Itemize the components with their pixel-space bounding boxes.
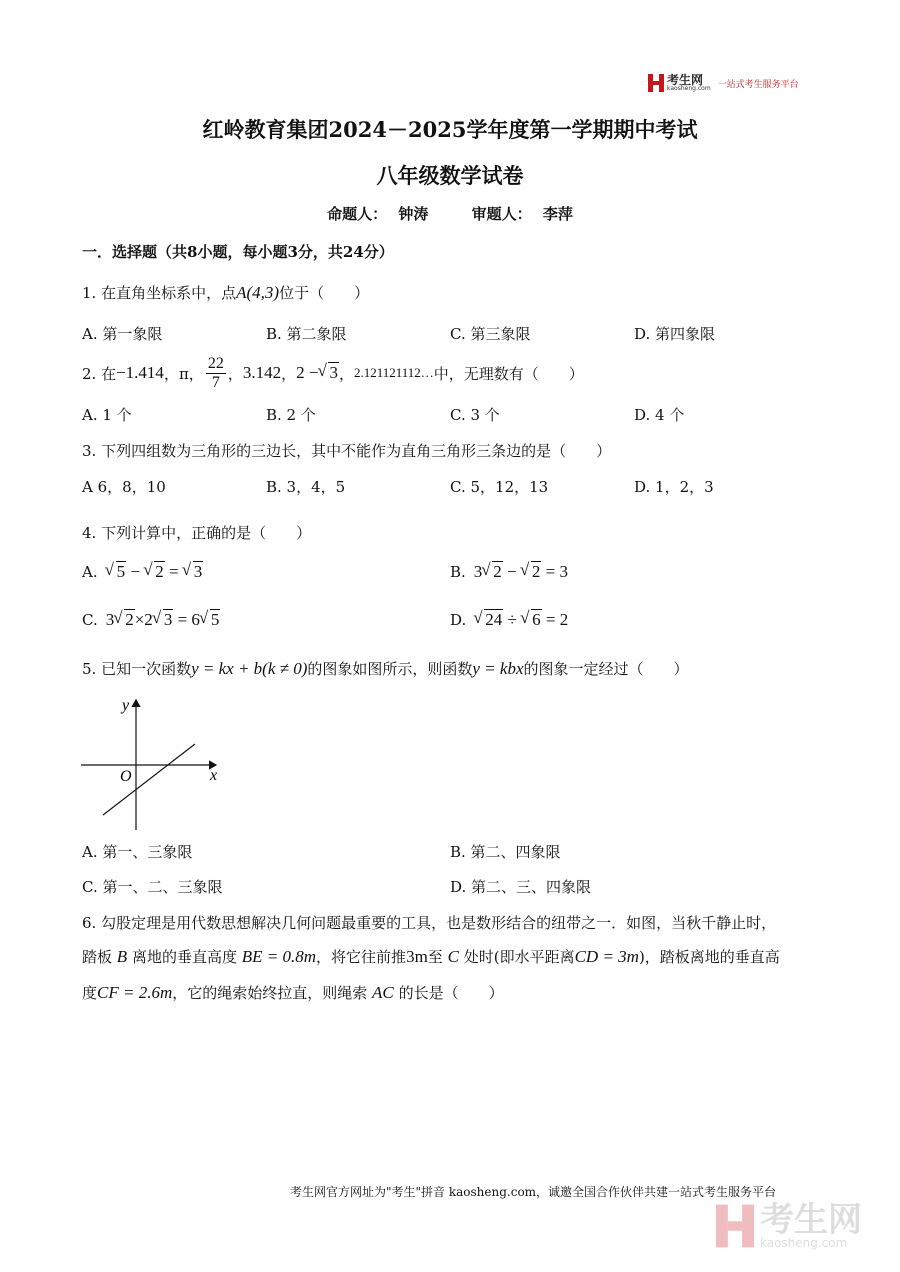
q6-l3d: AC [372, 983, 394, 1002]
q1-point: A(4,3) [236, 283, 280, 302]
question-6-line2 [82, 946, 780, 967]
q6-l2b: B [116, 947, 128, 966]
q4-b-r2: 2 [531, 562, 541, 581]
q4-a-op: − [130, 562, 140, 581]
q4-d-label: D. [450, 611, 467, 629]
q4-a-expr [106, 562, 204, 582]
q5-x-label: x [210, 767, 218, 784]
q2-frac-den: 7 [211, 373, 220, 391]
q5-option-c[interactable]: C. 第一、二、三象限 [82, 878, 223, 896]
q2-suffix: 中，无理数有（ ） [433, 364, 584, 383]
q5-graph [76, 692, 236, 832]
q4-c-r1: 2 [125, 610, 134, 629]
q4-c-label: C. [82, 611, 98, 629]
q2-n3: 3.142 [242, 363, 282, 382]
q6-l2h: C [447, 947, 459, 966]
q4-a-eq: = [168, 562, 179, 581]
q5-expr2: y = kbx [472, 659, 524, 678]
q4-a-r2: 2 [155, 562, 164, 581]
q2-prefix: 2. 在 [82, 364, 117, 383]
author-label: 命题人： [327, 205, 388, 223]
q4-d-r2: 6 [532, 610, 541, 629]
q2-sqrt3 [319, 363, 339, 383]
header-domain: kaosheng.com [667, 85, 711, 92]
question-4: 4. 下列计算中，正确的是（ ） [82, 524, 312, 542]
q4-b-eq: = 3 [545, 562, 568, 581]
q5-y-label: y [122, 697, 130, 714]
section-heading: 一．选择题（共8小题，每小题3分，共24分） [82, 243, 394, 261]
q4-c-expr [106, 610, 221, 630]
author-name: 钟涛 [398, 205, 429, 223]
watermark-domain: kaosheng.com [760, 1236, 848, 1250]
q5-suffix: 的图象一定经过（ ） [523, 660, 689, 678]
q3-option-a[interactable]: A 6，8，10 [82, 478, 166, 496]
q2-n5: 2.121121112… [353, 365, 434, 380]
q4-option-a[interactable] [82, 562, 203, 582]
reviewer-name: 李萍 [542, 205, 573, 223]
q3-option-c[interactable]: C. 5，12，13 [450, 478, 549, 496]
q2-option-c[interactable]: C. 3 个 [450, 406, 500, 424]
q2-fraction [206, 355, 226, 391]
q6-l2j: CD = 3m [574, 947, 639, 966]
q1-suffix: 位于（ ） [279, 284, 370, 302]
question-3: 3. 下列四组数为三角形的三边长，其中不能作为直角三角形三条边的是（ ） [82, 442, 612, 460]
question-5 [82, 658, 689, 679]
q2-option-d[interactable]: D. 4 个 [634, 406, 685, 424]
reviewer-label: 审题人： [471, 205, 532, 223]
q4-d-r1: 24 [485, 610, 503, 629]
q1-option-c[interactable]: C. 第三象限 [450, 325, 531, 343]
q6-l2c: 离地的垂直高度 [131, 948, 237, 966]
q4-b-expr [474, 562, 568, 582]
page-title: 红岭教育集团2024－2025学年度第一学期期中考试 [202, 117, 698, 142]
q1-prefix: 1. 在直角坐标系中，点 [82, 284, 237, 302]
question-1 [82, 282, 369, 303]
header-slogan: 一站式考生服务平台 [717, 79, 799, 90]
header-logo [648, 74, 799, 92]
q4-c-eq: = 6 [177, 610, 200, 629]
watermark [716, 1200, 862, 1250]
q1-option-a[interactable]: A. 第一象限 [82, 325, 163, 343]
q1-option-b[interactable]: B. 第二象限 [266, 325, 347, 343]
q2-option-a[interactable]: A. 1 个 [82, 406, 132, 424]
q5-option-b[interactable]: B. 第二、四象限 [450, 843, 561, 861]
q6-l3e: 的长是（ ） [398, 984, 504, 1002]
q4-b-r1: 2 [493, 562, 502, 581]
q6-l2k: )，踏板离地的垂直高 [638, 948, 780, 966]
page-subtitle: 八年级数学试卷 [376, 163, 524, 188]
watermark-brand: 考生网 [760, 1200, 862, 1240]
q4-c-op: ×2 [134, 610, 153, 629]
q2-n1: −1.414 [116, 363, 164, 382]
q6-l3c: ，它的绳索始终拉直，则绳索 [172, 984, 368, 1002]
q4-option-d[interactable] [450, 610, 568, 630]
q6-l2f: 3m [406, 947, 428, 966]
q2-n4: 2 − [296, 363, 319, 382]
q6-l3b: CF = 2.6m [97, 983, 173, 1002]
kaosheng-logo-icon [648, 74, 664, 92]
header-brand: 考生网 [667, 73, 704, 87]
q4-d-op: ÷ [507, 610, 517, 629]
q6-l2e: ，将它往前推 [316, 948, 407, 966]
q2-sqrt3-radicand: 3 [329, 363, 338, 382]
q3-option-b[interactable]: B. 3，4，5 [266, 478, 346, 496]
q4-b-c1: 3 [473, 562, 483, 581]
q5-prefix: 5. 已知一次函数 [82, 660, 192, 678]
q4-c-r3: 5 [210, 610, 220, 629]
q2-frac-num: 22 [207, 354, 224, 372]
watermark-logo-icon [716, 1204, 754, 1248]
q6-l2a: 踏板 [82, 948, 113, 966]
question-6-line3 [82, 982, 504, 1003]
question-2: 2. 在 −1.414 ， π， $\frac{22}{7}$ ， 3.142 ， 2 − √ 3 ， 2.121121112… 中，无理数有（ ） [82, 350, 584, 396]
q4-option-c[interactable] [82, 610, 220, 630]
q4-b-op: − [507, 562, 517, 581]
q4-option-b[interactable] [450, 562, 568, 582]
q5-origin-label: O [120, 768, 132, 785]
q5-mid: 的图象如图所示，则函数 [307, 660, 473, 678]
q5-option-a[interactable]: A. 第一、三象限 [82, 843, 193, 861]
q6-l2i: 处时(即水平距离 [463, 948, 575, 966]
q6-l2g: 至 [427, 948, 443, 966]
q5-line-graph [103, 744, 195, 815]
q1-option-d[interactable]: D. 第四象限 [634, 325, 716, 343]
q2-option-b[interactable]: B. 2 个 [266, 406, 316, 424]
q4-b-label: B. [450, 563, 466, 581]
q6-l2d: BE = 0.8m [241, 947, 317, 966]
q5-expr: y = kx + b(k ≠ 0) [191, 659, 308, 678]
q2-pi: π， [178, 364, 204, 383]
q5-option-d[interactable]: D. 第二、三、四象限 [450, 878, 592, 896]
q3-option-d[interactable]: D. 1，2，3 [634, 478, 714, 496]
q4-c-r2: 3 [163, 610, 173, 629]
q4-d-expr [474, 610, 568, 630]
q4-a-r3: 3 [193, 562, 203, 581]
q4-c-c1: 3 [105, 610, 115, 629]
authors-line [0, 203, 900, 224]
q6-l3a: 度 [82, 984, 98, 1002]
footer-text: 考生网官方网址为"考生"拼音 kaosheng.com，诚邀全国合作伙伴共建一站式考生服务平台 [290, 1185, 777, 1199]
q4-a-label: A. [82, 563, 98, 581]
question-6-line1: 6. 勾股定理是用代数思想解决几何问题最重要的工具，也是数形结合的纽带之一．如图，当秋千静止时， [82, 914, 777, 932]
q4-a-r1: 5 [116, 562, 126, 581]
q4-d-eq: = 2 [545, 610, 569, 629]
